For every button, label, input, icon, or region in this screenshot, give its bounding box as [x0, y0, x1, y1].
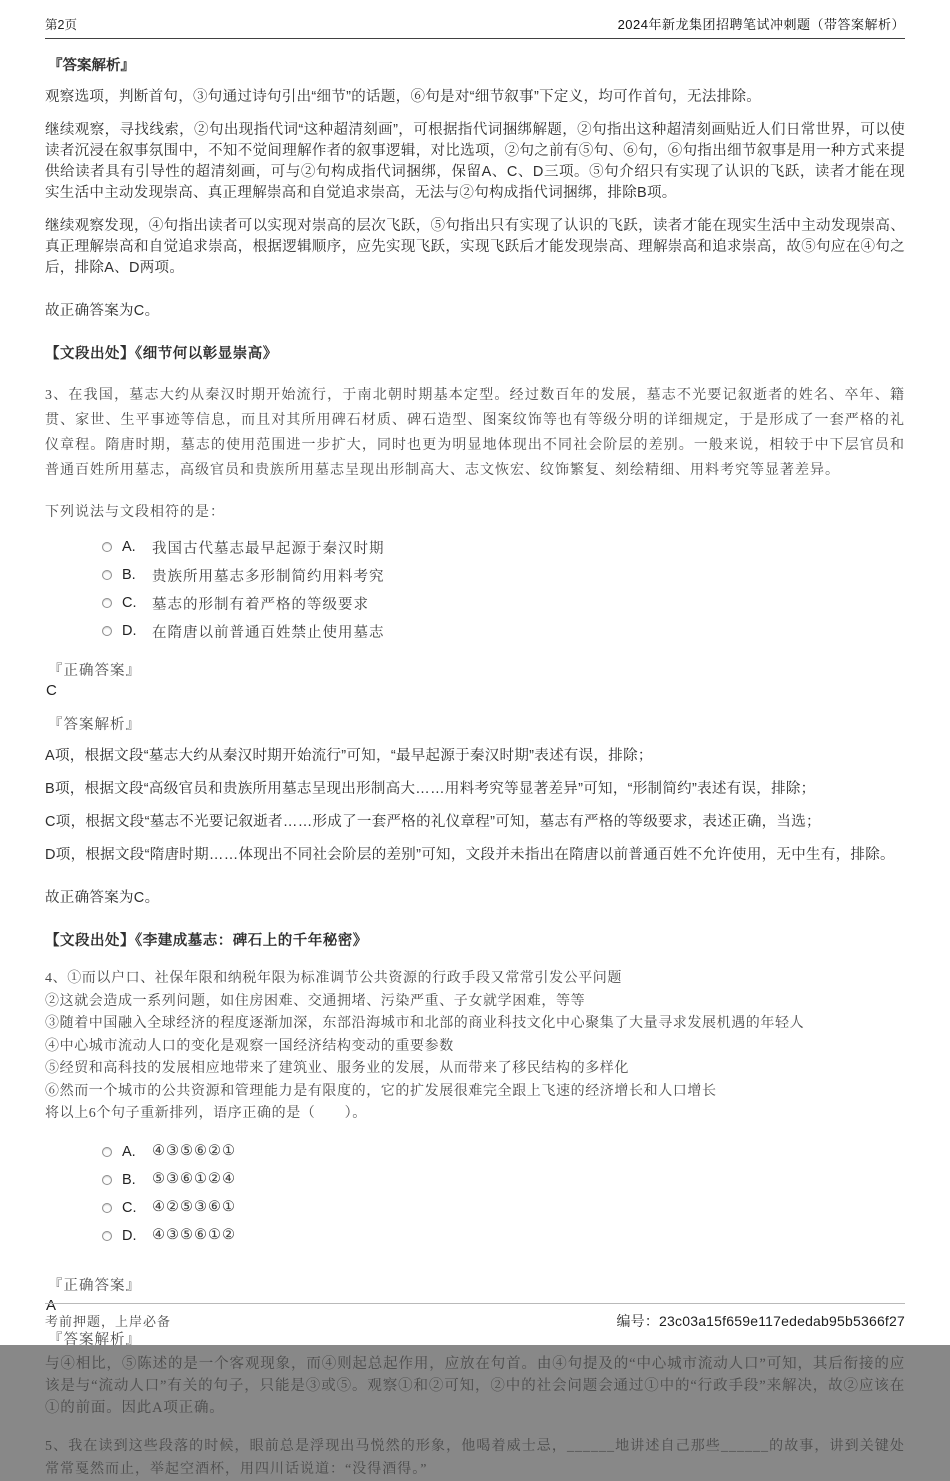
radio-button-icon[interactable] — [102, 626, 112, 636]
analysis-paragraph-2: 继续观察，寻找线索，②句出现指代词“这种超清刻画”，可根据指代词捆绑解题，②句指出这种超清刻画贴近人们日常世界，可以使读者沉浸在叙事氛围中，不知不觉间理解作者的叙事逻辑，对比选项，②句之前有⑤句、⑥句，⑥句指出细节叙事是用一种方式来提供给读者具有引导性的超清刻画，可与②句构成指代词捆绑，保留A、C、D三项。⑤句介绍只有实现了认识的飞跃，读者才能在现实生活中主动发现崇高、真正理解崇高和自觉追求崇高，无法与②句构成指代词捆绑，排除B项。 — [45, 122, 905, 201]
footer-slogan: 考前押题，上岸必备 — [45, 1314, 172, 1329]
question-5-stem: 5、我在读到这些段落的时候，眼前总是浮现出马悦然的形象，他喝着威士忌，______地讲述自己那些______的故事，讲到关键处常常戛然而止，举起空酒杯，用四川话说道：“没得酒得。” — [45, 1438, 905, 1477]
document-title: 2024年新龙集团招聘笔试冲刺题（带答案解析） — [617, 17, 905, 32]
option-text: 贵族所用墓志多形制简约用料考究 — [152, 568, 385, 585]
option-q4-d[interactable] — [102, 1222, 905, 1250]
radio-button-icon[interactable] — [102, 1147, 112, 1157]
option-text: 我国古代墓志最早起源于秦汉时期 — [152, 540, 385, 557]
option-q3-a[interactable] — [102, 533, 905, 561]
option-q4-c[interactable] — [102, 1194, 905, 1222]
question-4-sentence-3: ③随着中国融入全球经济的程度逐渐加深，东部沿海城市和北部的商业科技文化中心聚集了大量寻求发展机遇的年轻人 — [45, 1016, 805, 1031]
option-text: ④③⑤⑥①② — [152, 1227, 236, 1243]
analysis-paragraph-1: 观察选项，判断首句，③句通过诗句引出“细节”的话题，⑥句是对“细节叙事”下定义，均可作首句，无法排除。 — [45, 89, 762, 105]
question-4-options — [45, 1138, 905, 1250]
option-q3-c[interactable] — [102, 589, 905, 617]
question-4-sentence-2: ②这就会造成一系列问题，如住房困难、交通拥堵、污染严重、子女就学困难，等等 — [45, 993, 586, 1009]
conclusion-q3: 故正确答案为C。 — [45, 890, 160, 906]
analysis-q4: 与④相比，⑤陈述的是一个客观现象，而④则起总起作用，应放在句首。由④句提及的“中心城市流动人口”可知，其后衔接的应该是与“流动人口”有关的句子，只能是③或⑤。观察①和②可知，②中的社会问题会通过①中的“行政手段”来解决，故②应该在①的前面。因此A项正确。 — [45, 1355, 905, 1416]
analysis-paragraph-3: 继续观察发现，④句指出读者可以实现对崇高的层次飞跃，⑤句指出只有实现了认识的飞跃，读者才能在现实生活中主动发现崇高、真正理解崇高和自觉追求崇高，根据逻辑顺序，应先实现飞跃，实现飞跃后才能发现崇高、理解崇高和追求崇高，故⑤句应在④句之后，排除A、D两项。 — [45, 218, 905, 276]
radio-button-icon[interactable] — [102, 1203, 112, 1213]
option-text: ④③⑤⑥②① — [152, 1143, 236, 1159]
correct-answer-label-q4: 『正确答案』 — [48, 1277, 141, 1294]
radio-button-icon[interactable] — [102, 598, 112, 608]
option-text: 在隋唐以前普通百姓禁止使用墓志 — [152, 624, 385, 641]
option-q4-b[interactable] — [102, 1166, 905, 1194]
question-3-options — [45, 533, 905, 645]
option-q3-d[interactable] — [102, 617, 905, 645]
option-letter: D. — [122, 623, 137, 639]
correct-answer-q3: C — [46, 682, 57, 699]
analysis-q3-d: D项，根据文段“隋唐时期……体现出不同社会阶层的差别”可知，文段并未指出在隋唐以前普通百姓不允许使用，无中生有，排除。 — [45, 847, 895, 863]
option-q3-b[interactable] — [102, 561, 905, 589]
option-text: ④②⑤③⑥① — [152, 1199, 236, 1215]
option-letter: A. — [122, 1143, 136, 1160]
radio-button-icon[interactable] — [102, 1175, 112, 1185]
option-letter: B. — [122, 567, 136, 583]
analysis-q3-b: B项，根据文段“高级官员和贵族所用墓志呈现出形制高大……用料考究等显著差异”可知，“形制简约”表述有误，排除； — [45, 781, 816, 797]
radio-button-icon[interactable] — [102, 1231, 112, 1241]
question-4-sentence-4: ④中心城市流动人口的变化是观察一国经济结构变动的重要参数 — [45, 1038, 454, 1054]
analysis-label-q3: 『答案解析』 — [48, 717, 141, 733]
question-4-sentence-5: ⑤经贸和高科技的发展相应地带来了建筑业、服务业的发展，从而带来了移民结构的多样化 — [45, 1061, 629, 1076]
question-3-stem: 3、在我国，墓志大约从秦汉时期开始流行，于南北朝时期基本定型。经过数百年的发展，墓志不光要记叙逝者的姓名、卒年、籍贯、家世、生平事迹等信息，而且对其所用碑石材质、碑石造型、图案纹饰等也有等级分明的详细规定，于是形成了一套严格的礼仪章程。隋唐时期，墓志的使用范围进一步扩大，同时也更为明显地体现出不同社会阶层的差别。一般来说，相较于中下层官员和普通百姓所用墓志，高级官员和贵族所用墓志呈现出形制高大、志文恢宏、纹饰繁复、刻绘精细、用料考究等显著差异。 — [45, 388, 905, 478]
analysis-label-q2: 『答案解析』 — [48, 58, 135, 74]
source-reference-q2: 【文段出处】《细节何以彰显崇高》 — [45, 346, 278, 362]
option-letter: A. — [122, 539, 136, 555]
conclusion-q2: 故正确答案为C。 — [45, 303, 160, 319]
question-4-sentence-6: ⑥然而一个城市的公共资源和管理能力是有限度的，它的扩发展很难完全跟上飞速的经济增长和人口增长 — [45, 1083, 717, 1099]
radio-button-icon[interactable] — [102, 542, 112, 552]
question-4-prompt: 将以上6个句子重新排列，语序正确的是（ ）。 — [45, 1106, 367, 1121]
footer-document-id: 编号：23c03a15f659e117ededab95b5366f27 — [616, 1313, 905, 1329]
analysis-q3-a: A项，根据文段“墓志大约从秦汉时期开始流行”可知，“最早起源于秦汉时期”表述有误，排除； — [45, 748, 653, 764]
option-q4-a[interactable] — [102, 1138, 905, 1166]
analysis-label-q4: 『答案解析』 — [48, 1331, 141, 1348]
option-letter: C. — [122, 595, 137, 611]
question-3-prompt: 下列说法与文段相符的是： — [45, 505, 225, 520]
source-reference-q3: 【文段出处】《李建成墓志：碑石上的千年秘密》 — [45, 933, 368, 949]
correct-answer-label-q3: 『正确答案』 — [48, 663, 141, 679]
page-number: 第2页 — [45, 18, 77, 32]
question-4-sentence-1: 4、①而以户口、社保年限和纳税年限为标准调节公共资源的行政手段又常常引发公平问题 — [45, 971, 622, 986]
correct-answer-q4: A — [46, 1296, 57, 1314]
option-text: 墓志的形制有着严格的等级要求 — [152, 596, 369, 613]
option-text: ⑤③⑥①②④ — [152, 1171, 236, 1187]
question-4-stem — [45, 968, 905, 1126]
option-letter: B. — [122, 1171, 136, 1188]
option-letter: D. — [122, 1227, 137, 1244]
page-footer — [45, 1303, 905, 1331]
analysis-q3-c: C项，根据文段“墓志不光要记叙逝者……形成了一套严格的礼仪章程”可知，墓志有严格的等级要求，表述正确，当选； — [45, 814, 821, 830]
radio-button-icon[interactable] — [102, 570, 112, 580]
option-letter: C. — [122, 1199, 137, 1216]
page-header — [45, 14, 905, 39]
